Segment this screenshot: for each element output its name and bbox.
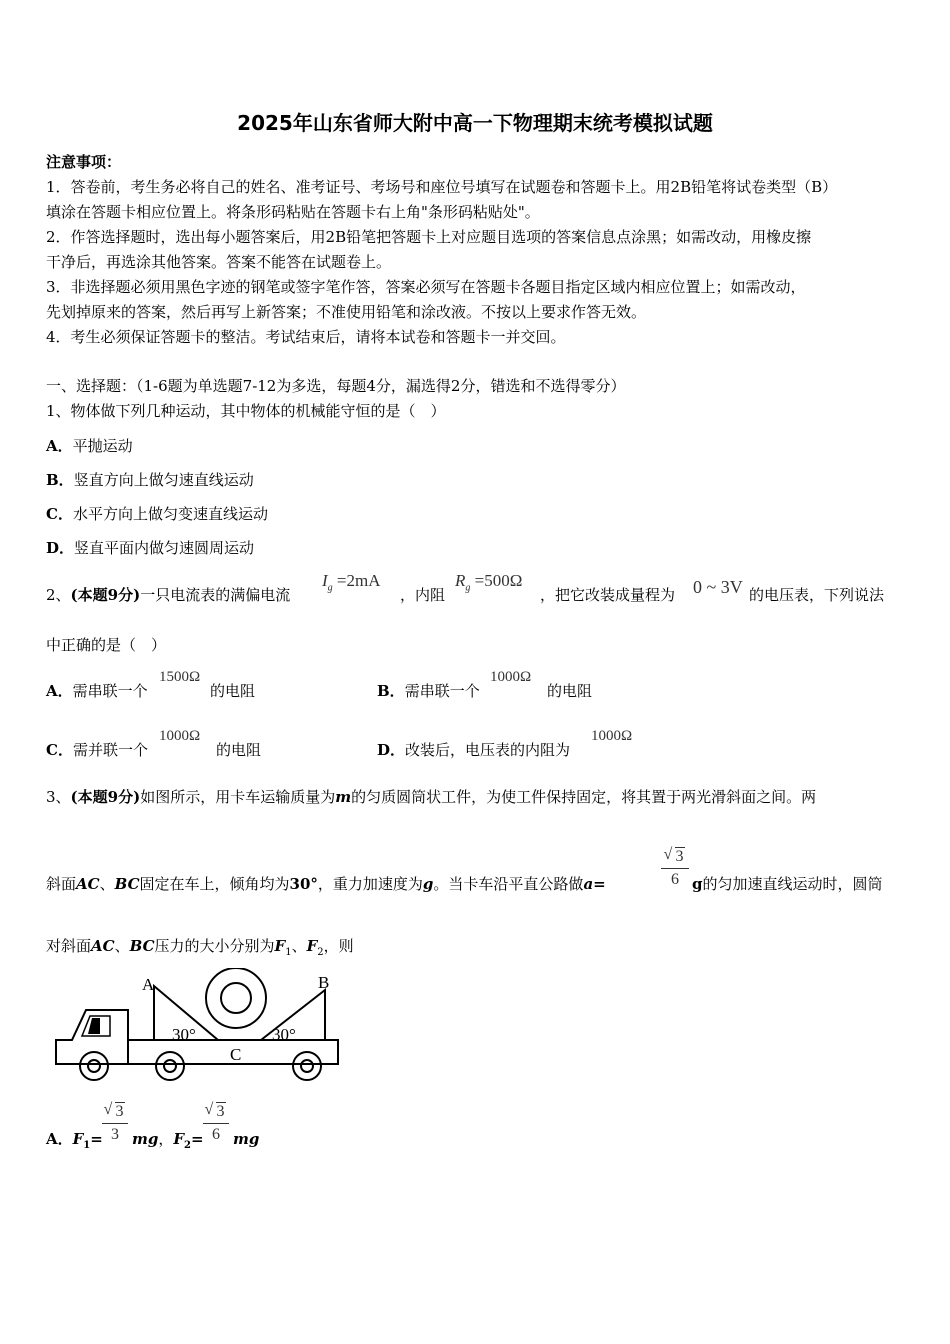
- notice-line: 4．考生必须保证答题卡的整洁。考试结束后，请将本试卷和答题卡一并交回。: [46, 328, 566, 346]
- q3-stem-line1: 3、(本题9分)如图所示，用卡车运输质量为m的匀质圆筒状工件，为使工件保持固定，将其置于两光滑斜面之间。两: [46, 788, 817, 806]
- q3-option-a-mid: mg，$F_2=$: [132, 1130, 204, 1151]
- q2-option-b-post: 的电阻: [547, 682, 593, 700]
- q3-option-a-fraction2: √ 3 6: [203, 1103, 229, 1144]
- q2-text-part2: ，内阻: [400, 586, 446, 604]
- q2-option-a-post: 的电阻: [210, 682, 256, 700]
- label-c: C: [230, 1045, 242, 1064]
- q2-option-a-value: 1500Ω: [159, 669, 201, 685]
- angle-right: 30°: [272, 1025, 296, 1044]
- q3-option-a-start: A．$F_1=$: [46, 1130, 103, 1151]
- q1-stem: 1、物体做下列几种运动，其中物体的机械能守恒的是（ ）: [46, 402, 446, 420]
- q2-option-b-value: 1000Ω: [490, 669, 532, 685]
- q3-stem-line2a: 斜面AC、BC固定在车上，倾角均为30°，重力加速度为g。当卡车沿平直公路做a=: [46, 875, 606, 893]
- q2-ig-formula: $I_g =2mA$: [322, 571, 381, 594]
- truck-figure: [50, 968, 350, 1084]
- cylinder-outer: [206, 968, 266, 1028]
- q2-rg-formula: $R_g =500\Omega$: [455, 571, 523, 594]
- q2-text-part4: 的电压表，下列说法: [749, 586, 885, 604]
- cylinder-inner: [221, 983, 251, 1013]
- q1-option-a: A．平抛运动: [46, 437, 133, 455]
- notice-line: 先划掉原来的答案，然后再写上新答案；不准使用铅笔和涂改液。不按以上要求作答无效。: [46, 303, 647, 321]
- q2-option-d-value: 1000Ω: [591, 728, 633, 744]
- q3-accel-fraction: √ 3 6: [661, 848, 689, 889]
- q2-stem-line1: 2、(本题9分)一只电流表的满偏电流: [46, 586, 291, 604]
- notice-line: 1．答卷前，考生务必将自己的姓名、准考证号、考场号和座位号填写在试题卷和答题卡上。用2B铅笔将试卷类型（B）: [46, 178, 838, 196]
- q1-option-c: C．水平方向上做匀变速直线运动: [46, 505, 268, 523]
- wheel: [156, 1052, 184, 1080]
- q1-option-b: B．竖直方向上做匀速直线运动: [46, 471, 254, 489]
- q3-stem-line2b: g的匀加速直线运动时，圆筒: [692, 875, 883, 893]
- q2-range: 0 ~ 3V: [693, 577, 743, 597]
- notice-line: 填涂在答题卡相应位置上。将条形码粘贴在答题卡右上角"条形码粘贴处"。: [46, 203, 540, 221]
- wheel: [293, 1052, 321, 1080]
- notice-line: 干净后，再选涂其他答案。答案不能答在试题卷上。: [46, 253, 392, 271]
- page-title: 2025年山东省师大附中高一下物理期末统考模拟试题: [237, 111, 713, 135]
- q2-text-part3: ，把它改装成量程为: [540, 586, 676, 604]
- q2-option-c-post: 的电阻: [216, 741, 262, 759]
- q2-option-a: A．需串联一个: [46, 682, 148, 700]
- notice-line: 2．作答选择题时，选出每小题答案后，用2B铅笔把答题卡上对应题目选项的答案信息点涂黑；如需改动，用橡皮擦: [46, 228, 812, 246]
- label-a: A: [142, 975, 155, 994]
- q2-option-d: D．改装后，电压表的内阻为: [377, 741, 571, 759]
- section-heading: 一、选择题：（1-6题为单选题7-12为多选，每题4分，漏选得2分，错选和不选得零分）: [46, 377, 626, 395]
- q1-option-d: D．竖直平面内做匀速圆周运动: [46, 539, 255, 557]
- q2-option-c: C．需并联一个: [46, 741, 148, 759]
- notice-line: 3．非选择题必须用黑色字迹的钢笔或签字笔作答，答案必须写在答题卡各题目指定区域内相应位置上；如需改动，: [46, 278, 806, 296]
- q2-option-b: B．需串联一个: [377, 682, 480, 700]
- q3-stem-line3: 对斜面AC、BC压力的大小分别为$F_1$、$F_2$，则: [46, 937, 354, 958]
- notice-heading: 注意事项：: [46, 153, 122, 171]
- q2-stem-line2: 中正确的是（ ）: [46, 636, 167, 654]
- angle-left: 30°: [172, 1025, 196, 1044]
- q3-option-a-end: mg: [233, 1130, 260, 1148]
- label-b: B: [318, 973, 330, 992]
- wheel: [80, 1052, 108, 1080]
- q3-option-a-fraction1: √ 3 3: [102, 1103, 128, 1144]
- q2-option-c-value: 1000Ω: [159, 728, 201, 744]
